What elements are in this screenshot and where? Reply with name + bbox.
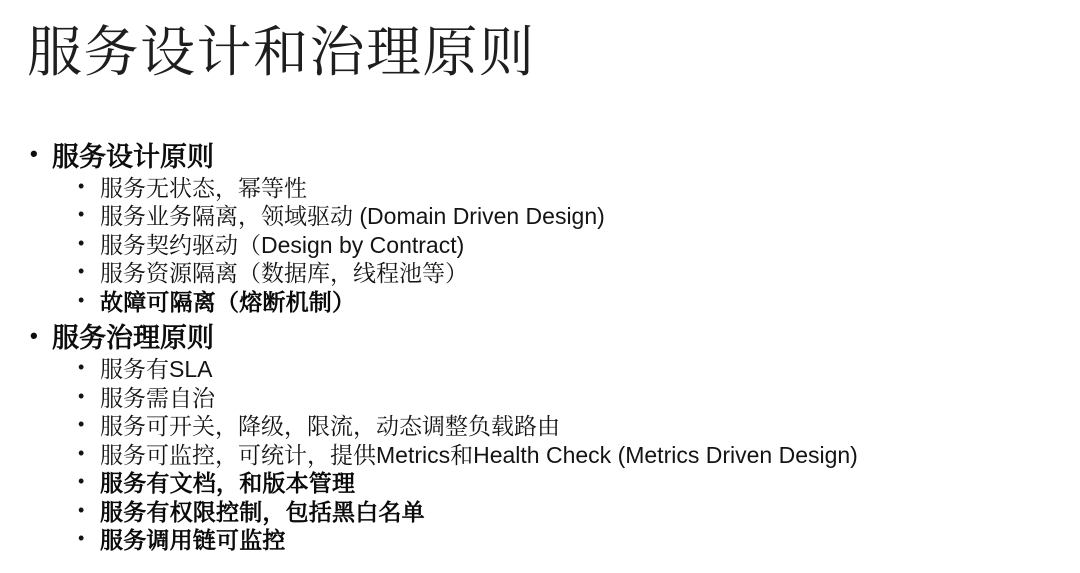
bullet-list	[0, 133, 1080, 553]
bullet-icon: •	[78, 442, 85, 463]
list-item-text: 服务契约驱动（Design by Contract)	[100, 231, 465, 258]
list-item-text: 服务需自治	[100, 384, 215, 411]
list-item-text: 服务无状态，幂等性	[100, 174, 307, 201]
list-item	[0, 382, 1080, 411]
list-item-text: 服务资源隔离（数据库，线程池等）	[100, 260, 468, 287]
list-item-text: 服务可开关，降级，限流，动态调整负载路由	[100, 413, 560, 440]
bullet-icon: •	[78, 528, 85, 549]
list-item	[0, 201, 1080, 230]
list-item	[0, 354, 1080, 383]
section-heading-row	[0, 318, 1080, 354]
bullet-icon: •	[30, 322, 38, 348]
bullet-icon: •	[78, 204, 85, 225]
bullet-icon: •	[78, 261, 85, 282]
list-item-text: 服务有权限控制，包括黑白名单	[100, 499, 425, 526]
bullet-icon: •	[78, 357, 85, 378]
section-heading-row	[0, 136, 1080, 172]
bullet-icon: •	[78, 499, 85, 520]
list-item	[0, 525, 1080, 554]
list-item	[0, 496, 1080, 525]
bullet-icon: •	[78, 414, 85, 435]
list-item-text: 服务业务隔离，领域驱动 (Domain Driven Design)	[100, 203, 605, 230]
list-item	[0, 258, 1080, 287]
bullet-icon: •	[78, 289, 85, 310]
section-heading: 服务治理原则	[52, 323, 214, 353]
section-heading: 服务设计原则	[52, 141, 214, 172]
list-item	[0, 172, 1080, 201]
bullet-icon: •	[78, 385, 85, 406]
list-item	[0, 229, 1080, 258]
list-item	[0, 286, 1080, 315]
list-item-text: 服务调用链可监控	[100, 528, 286, 555]
slide-title: 服务设计和治理原则	[27, 21, 536, 83]
list-item	[0, 468, 1080, 497]
list-item-text: 服务有SLA	[100, 356, 213, 383]
bullet-icon: •	[78, 175, 85, 196]
list-item-text: 服务有文档，和版本管理	[100, 471, 356, 498]
bullet-icon: •	[78, 232, 85, 253]
list-item	[0, 411, 1080, 440]
bullet-icon: •	[78, 471, 85, 492]
list-item-text: 服务可监控，可统计，提供Metrics和Health Check (Metrics Driven Design)	[100, 441, 858, 468]
bullet-icon: •	[30, 141, 38, 166]
list-item-text: 故障可隔离（熔断机制）	[100, 289, 356, 316]
list-item	[0, 439, 1080, 468]
